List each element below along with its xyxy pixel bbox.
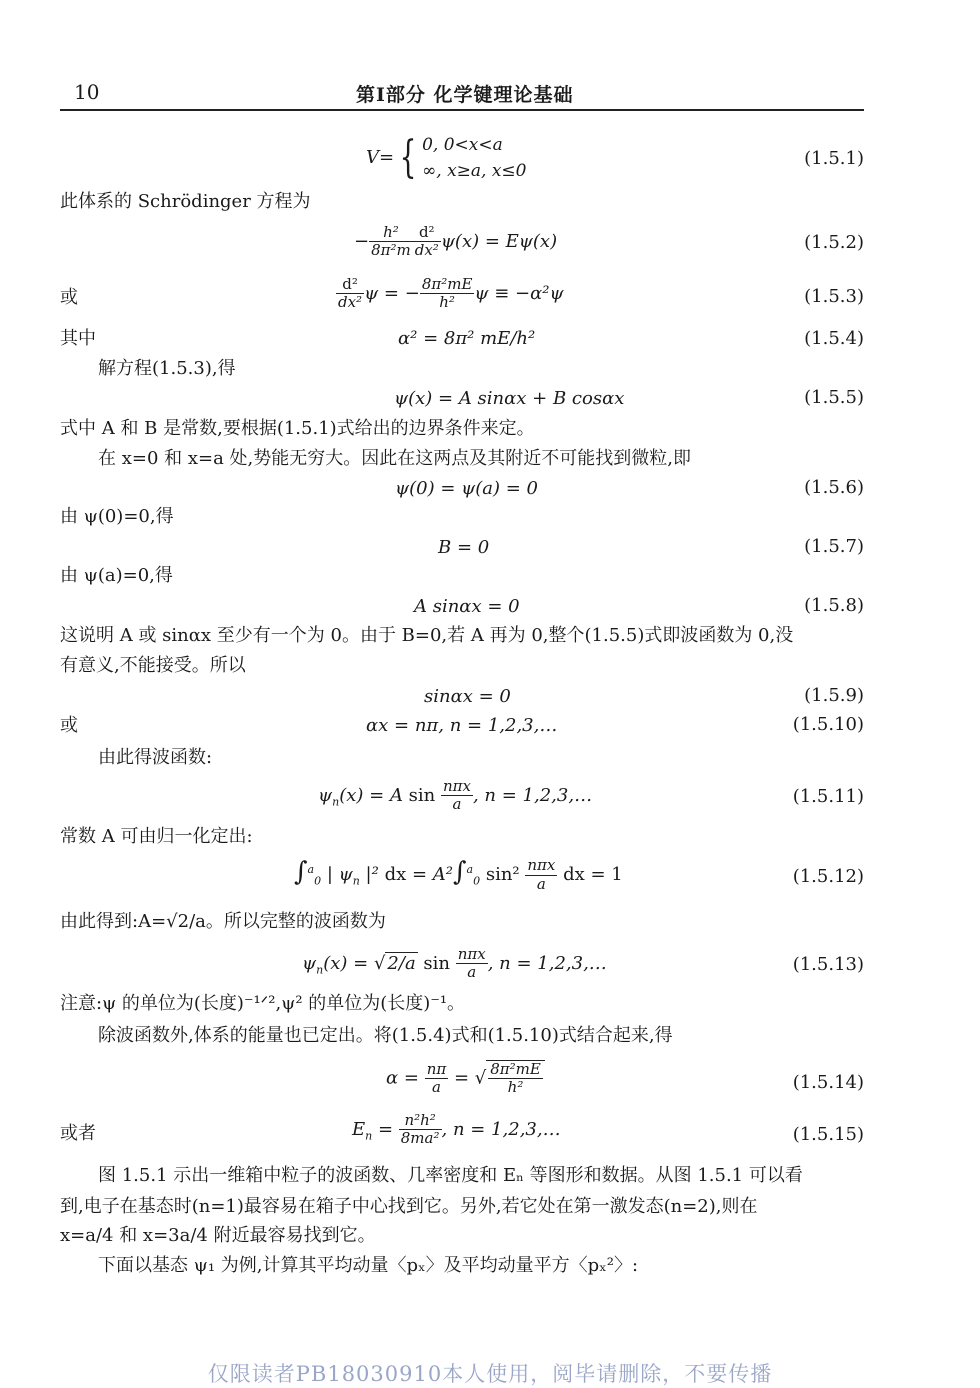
- text-line: 有意义,不能接受。所以: [60, 655, 246, 676]
- eq1-cases: [422, 132, 526, 184]
- eq1-case-2: ∞, x≥a, x≤0: [422, 161, 527, 181]
- equation-1-5-12: ∫$^a_0$ | $\psi_n$ |² dx = A²∫$^a_0$ sin² $\frac{\text{nπx}}{a}$ dx = 1: [294, 856, 623, 893]
- text-line: 式中 A 和 B 是常数,要根据(1.5.1)式给出的边界条件来定。: [60, 418, 535, 439]
- text-line: 由此得到:A=√2/a。所以完整的波函数为: [60, 911, 386, 932]
- text-line: 在 x=0 和 x=a 处,势能无穷大。因此在这两点及其附近不可能找到微粒,即: [98, 448, 691, 469]
- eq1-case-1: 0, 0<x<a: [422, 135, 503, 155]
- text-line: 由 ψ(a)=0,得: [60, 565, 173, 586]
- eq-number-1-5-1: (1.5.1): [804, 148, 864, 169]
- text-line: 到,电子在基态时(n=1)最容易在箱子中心找到它。另外,若它处在第一激发态(n=2),则在: [60, 1196, 758, 1217]
- eq-number-1-5-15: (1.5.15): [792, 1124, 864, 1145]
- equation-1-5-5: ψ(x) = A sinαx + B cosαx: [394, 388, 625, 409]
- eq-number-1-5-7: (1.5.7): [804, 536, 864, 557]
- eq-number-1-5-4: (1.5.4): [804, 328, 864, 349]
- text-line: 由此得波函数:: [98, 747, 213, 768]
- eq-number-1-5-3: (1.5.3): [804, 286, 864, 307]
- text-line: 此体系的 Schrödinger 方程为: [60, 191, 311, 212]
- equation-1-5-6: ψ(0) = ψ(a) = 0: [395, 478, 539, 499]
- equation-1-5-1: [366, 132, 526, 184]
- eq1-lhs: V=: [366, 147, 395, 168]
- text-line: 注意:ψ 的单位为(长度)⁻¹ᐟ²,ψ² 的单位为(长度)⁻¹。: [60, 993, 466, 1014]
- text-line: 其中: [60, 328, 96, 349]
- equation-1-5-11: $\psi_n(x) = A$ sin $\frac{\text{nπx}}{a}$ , n = 1,2,3,…: [318, 777, 593, 814]
- eq-number-1-5-2: (1.5.2): [804, 232, 864, 253]
- eq-number-1-5-12: (1.5.12): [792, 866, 864, 887]
- text-line: 由 ψ(0)=0,得: [60, 506, 174, 527]
- equation-1-5-7: B = 0: [438, 537, 490, 558]
- eq-number-1-5-8: (1.5.8): [804, 595, 864, 616]
- eq-number-1-5-10: (1.5.10): [792, 714, 864, 735]
- text-line: 解方程(1.5.3),得: [98, 358, 236, 379]
- eq-number-1-5-11: (1.5.11): [792, 786, 864, 807]
- text-line: 或者: [60, 1123, 96, 1144]
- eq-number-1-5-13: (1.5.13): [792, 954, 864, 975]
- eq-number-1-5-5: (1.5.5): [804, 387, 864, 408]
- equation-1-5-4: α² = 8π² mE/h²: [398, 328, 536, 349]
- eq-number-1-5-6: (1.5.6): [804, 477, 864, 498]
- running-header-title: 第Ⅰ部分 化学键理论基础: [356, 84, 574, 106]
- text-line: 或: [60, 715, 78, 736]
- equation-1-5-8: A sinαx = 0: [414, 596, 520, 617]
- page-number: 10: [74, 80, 100, 104]
- eq1-brace: {: [399, 132, 417, 183]
- eq-number-1-5-14: (1.5.14): [792, 1072, 864, 1093]
- text-line: x=a/4 和 x=3a/4 附近最容易找到它。: [60, 1225, 376, 1246]
- equation-1-5-15: $E_n$ = $\frac{\text{n²h²}}{\text{8ma²}}$ , n = 1,2,3,…: [352, 1111, 561, 1148]
- text-line: 图 1.5.1 示出一维箱中粒子的波函数、几率密度和 Eₙ 等图形和数据。从图 1.5.1 可以看: [98, 1165, 803, 1186]
- eq-number-1-5-9: (1.5.9): [804, 685, 864, 706]
- equation-1-5-3: $\frac{\text{d²}}{\text{dx²}}$ ψ = − $\frac{\text{8π²mE}}{\text{h²}}$ ψ ≡ −α²ψ: [338, 275, 564, 312]
- text-line: 除波函数外,体系的能量也已定出。将(1.5.4)式和(1.5.10)式结合起来,得: [98, 1025, 673, 1046]
- text-line: 下面以基态 ψ₁ 为例,计算其平均动量〈pₓ〉及平均动量平方〈pₓ²〉:: [98, 1255, 639, 1276]
- header-rule: [60, 109, 864, 111]
- equation-1-5-10: αx = nπ, n = 1,2,3,…: [366, 715, 558, 736]
- equation-1-5-14: α = $\frac{n\pi}{a}$ = √ $\frac{\text{8π²mE}}{\text{h²}}$: [386, 1060, 545, 1097]
- reader-watermark: 仅限读者PB18030910本人使用，阅毕请删除，不要传播: [207, 1362, 773, 1386]
- text-line: 或: [60, 287, 78, 308]
- equation-1-5-2: − $\frac{\text{h²}}{\text{8π²m}}$ $\frac{\text{d²}}{\text{dx²}}$ ψ(x) = Eψ(x): [354, 223, 558, 260]
- equation-1-5-13: $\psi_n(x)$ = √ 2/a sin $\frac{\text{nπx}}{a}$ , n = 1,2,3,…: [302, 945, 607, 982]
- text-line: 这说明 A 或 sinαx 至少有一个为 0。由于 B=0,若 A 再为 0,整个(1.5.5)式即波函数为 0,没: [60, 625, 794, 646]
- text-line: 常数 A 可由归一化定出:: [60, 826, 253, 847]
- equation-1-5-9: sinαx = 0: [424, 686, 511, 707]
